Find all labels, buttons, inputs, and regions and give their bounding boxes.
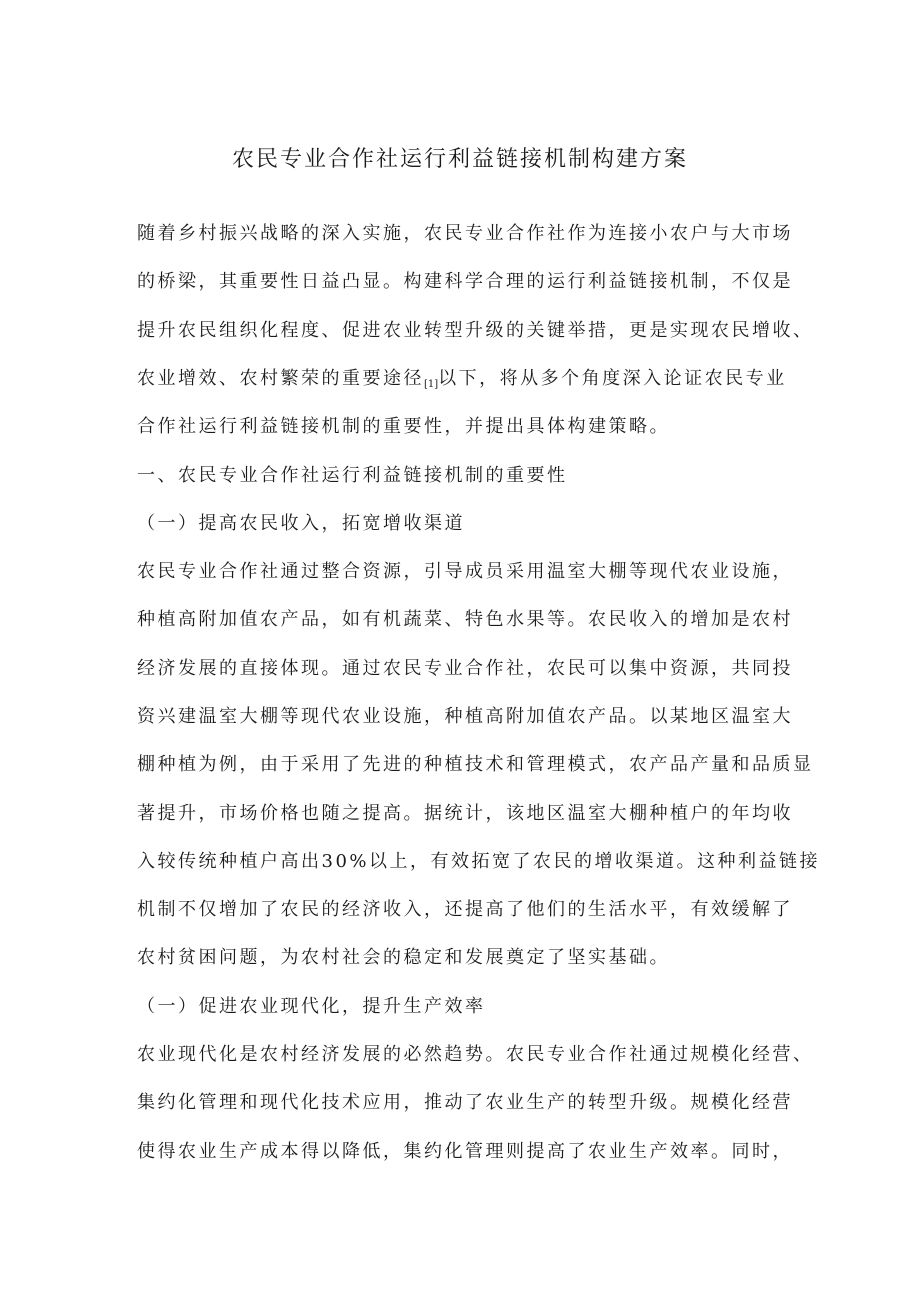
citation-ref[interactable]: [1] xyxy=(424,379,439,390)
subsection-2-line-2: 集约化管理和现代化技术应用，推动了农业生产的转型升级。规模化经营 xyxy=(137,1092,793,1113)
intro-line-3: 提升农民组织化程度、促进农业转型升级的关键举措，更是实现农民增收、 xyxy=(137,320,814,341)
document-title: 农民专业合作社运行利益链接机制构建方案 xyxy=(231,147,688,172)
subsection-2-line-1: 农业现代化是农村经济发展的必然趋势。农民专业合作社通过规模化经营、 xyxy=(137,1044,814,1065)
subsection-1-heading: （一）提高农民收入，拓宽增收渠道 xyxy=(137,513,465,534)
intro-line-4-text-a: 农业增效、农村繁荣的重要途径 xyxy=(137,368,424,389)
subsection-1-line-4: 资兴建温室大棚等现代农业设施，种植高附加值农产品。以某地区温室大 xyxy=(137,706,793,727)
intro-line-2: 的桥梁，其重要性日益凸显。构建科学合理的运行利益链接机制，不仅是 xyxy=(137,271,793,292)
intro-line-4 xyxy=(137,364,787,400)
subsection-1-line-6: 著提升，市场价格也随之提高。据统计，该地区温室大棚种植户的年均收 xyxy=(137,803,793,824)
intro-line-1: 随着乡村振兴战略的深入实施，农民专业合作社作为连接小农户与大市场 xyxy=(137,223,793,244)
subsection-1-line-8: 机制不仅增加了农民的经济收入，还提高了他们的生活水平，有效缓解了 xyxy=(137,899,793,920)
subsection-2-heading: （一）促进农业现代化，提升生产效率 xyxy=(137,996,486,1017)
subsection-1-line-2: 种植高附加值农产品，如有机蔬菜、特色水果等。农民收入的增加是农村 xyxy=(137,609,793,630)
subsection-1-line-7: 入较传统种植户高出30%以上，有效拓宽了农民的增收渠道。这种利益链接 xyxy=(137,851,821,872)
subsection-1-line-3: 经济发展的直接体现。通过农民专业合作社，农民可以集中资源，共同投 xyxy=(137,658,793,679)
intro-line-5: 合作社运行利益链接机制的重要性，并提出具体构建策略。 xyxy=(137,416,670,437)
intro-line-4-text-b: 以下，将从多个角度深入论证农民专业 xyxy=(438,368,787,389)
subsection-1-line-9: 农村贫困问题，为农村社会的稳定和发展奠定了坚实基础。 xyxy=(137,947,670,968)
section-1-heading: 一、农民专业合作社运行利益链接机制的重要性 xyxy=(137,465,568,486)
subsection-1-line-1: 农民专业合作社通过整合资源，引导成员采用温室大棚等现代农业设施， xyxy=(137,561,793,582)
subsection-1-line-5: 棚种植为例，由于采用了先进的种植技术和管理模式，农产品产量和品质显 xyxy=(137,754,814,775)
subsection-2-line-3: 使得农业生产成本得以降低，集约化管理则提高了农业生产效率。同时， xyxy=(137,1141,793,1162)
